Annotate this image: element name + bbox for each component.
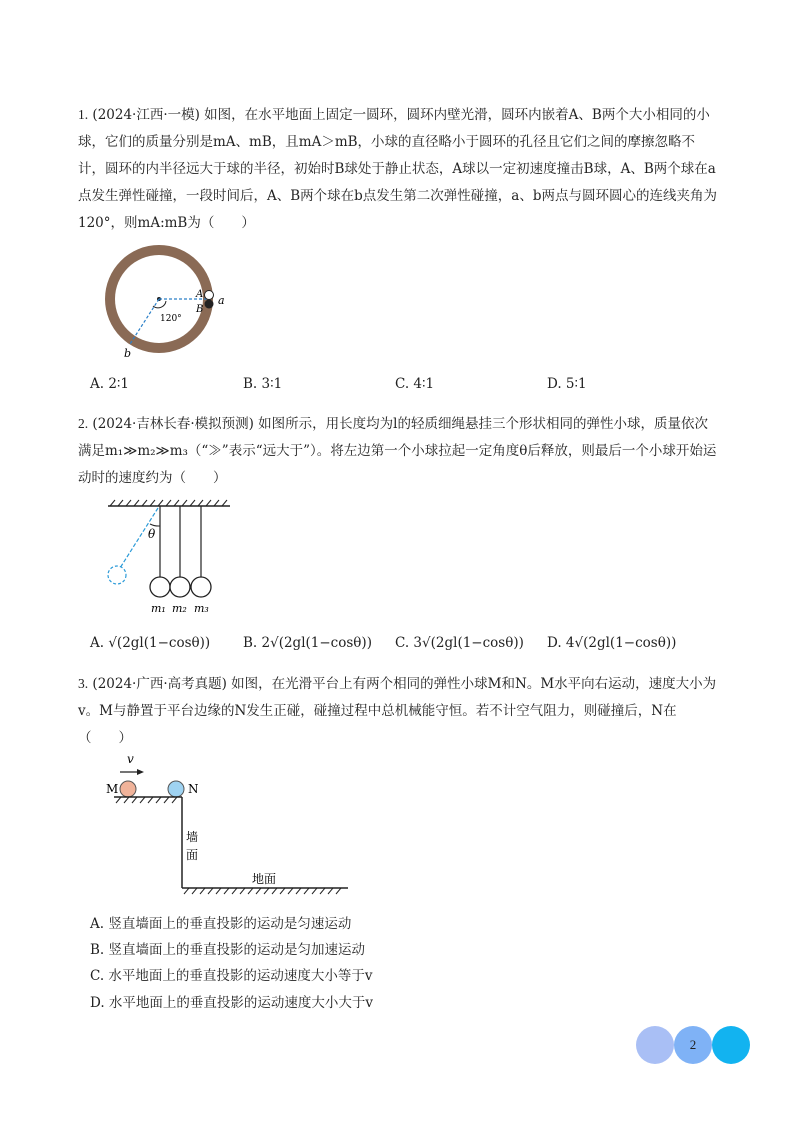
- displaced-ball: [108, 566, 126, 584]
- option-b[interactable]: B. 竖直墙面上的垂直投影的运动是匀加速运动: [90, 942, 366, 958]
- option-c[interactable]: C. 水平地面上的垂直投影的运动速度大小等于v: [90, 968, 373, 984]
- label-m1: m₁: [151, 602, 166, 615]
- ground-label: 地面: [252, 872, 277, 886]
- ball-a: [205, 291, 214, 300]
- decor-dot-1: [636, 1026, 674, 1064]
- question-text: (2024·江西·一模) 如图，在水平地面上固定一圆环，圆环内壁光滑，圆环内嵌着A、B两个大小相同的小球，它们的质量分别是mA、mB，且mA＞mB，小球的直径略小于圆环的孔径且它们之间的摩擦忽略不计，圆环的内半径远大于球的半径，初始时B球处于静止状态，A球以一定初速度撞击B球，A、B两个球在a点发生弹性碰撞，一段时间后，A、B两个球在b点发生第二次弹性碰撞，a、b两点与圆环圆心的连线夹角为120°，则mA:mB为（ ）: [78, 107, 718, 231]
- ball-M: [120, 781, 136, 797]
- ball-m3: [191, 577, 211, 597]
- velocity-label: v: [127, 752, 134, 766]
- platform-hatch: [116, 797, 177, 803]
- theta-label: θ: [148, 527, 156, 541]
- ball-m2: [170, 577, 190, 597]
- question-text: (2024·广西·高考真题) 如图，在光滑平台上有两个相同的弹性小球M和N。M水平向右运动，速度大小为v。M与静置于平台边缘的N发生正碰，碰撞过程中总机械能守恒。若不计空气阻力，则碰撞后，N在（ ）: [78, 676, 717, 746]
- ball-m1: [150, 577, 170, 597]
- ring-figure: [100, 244, 240, 364]
- ground-hatch: [184, 888, 341, 894]
- label-b: b: [124, 347, 132, 360]
- label-m3: m₃: [194, 602, 209, 615]
- page-number: 2: [674, 1026, 712, 1064]
- label-B: B: [196, 304, 204, 315]
- option-b[interactable]: B. 2√(2gl(1−cosθ)): [243, 635, 372, 651]
- platform-figure: [100, 752, 360, 900]
- angle-label: 120°: [160, 314, 182, 324]
- question-number: 2.: [78, 416, 89, 431]
- question-number: 3.: [78, 676, 89, 691]
- option-a[interactable]: A. 2∶1: [90, 376, 130, 392]
- option-c[interactable]: C. 3√(2gl(1−cosθ)): [395, 635, 524, 651]
- ball-b: [205, 300, 214, 309]
- velocity-arrowhead: [137, 769, 144, 775]
- question-2: [78, 410, 718, 492]
- ceiling-hatch: [110, 500, 227, 506]
- theta-arc: [150, 524, 160, 526]
- label-m2: m₂: [172, 602, 187, 615]
- page-indicator: [636, 1026, 752, 1068]
- label-a: a: [218, 294, 225, 307]
- option-b[interactable]: B. 3∶1: [243, 376, 283, 392]
- option-d[interactable]: D. 水平地面上的垂直投影的运动速度大小大于v: [90, 995, 374, 1011]
- question-text: (2024·吉林长春·模拟预测) 如图所示，用长度均为l的轻质细绳悬挂三个形状相同的弹性小球，质量依次满足m₁≫m₂≫m₃（“≫”表示“远大于”）。将左边第一个小球拉起一定角度θ后释放，则最后一个小球开始运动时的速度约为（ ）: [78, 416, 717, 486]
- ball-N: [168, 781, 184, 797]
- wall-label-2: 面: [186, 848, 199, 862]
- option-a[interactable]: A. 竖直墙面上的垂直投影的运动是匀速运动: [90, 916, 352, 932]
- label-A: A: [196, 289, 204, 300]
- label-M: M: [106, 782, 119, 796]
- option-d[interactable]: D. 4√(2gl(1−cosθ)): [547, 635, 677, 651]
- wall-label-1: 墙: [186, 830, 199, 844]
- question-number: 1.: [78, 107, 89, 122]
- pendulum-figure: [100, 498, 240, 620]
- option-a[interactable]: A. √(2gl(1−cosθ)): [90, 635, 211, 651]
- label-N: N: [188, 782, 199, 796]
- option-d[interactable]: D. 5∶1: [547, 376, 587, 392]
- question-3: [78, 670, 718, 752]
- question-1: [78, 101, 718, 237]
- decor-dot-3: [712, 1026, 750, 1064]
- option-c[interactable]: C. 4∶1: [395, 376, 435, 392]
